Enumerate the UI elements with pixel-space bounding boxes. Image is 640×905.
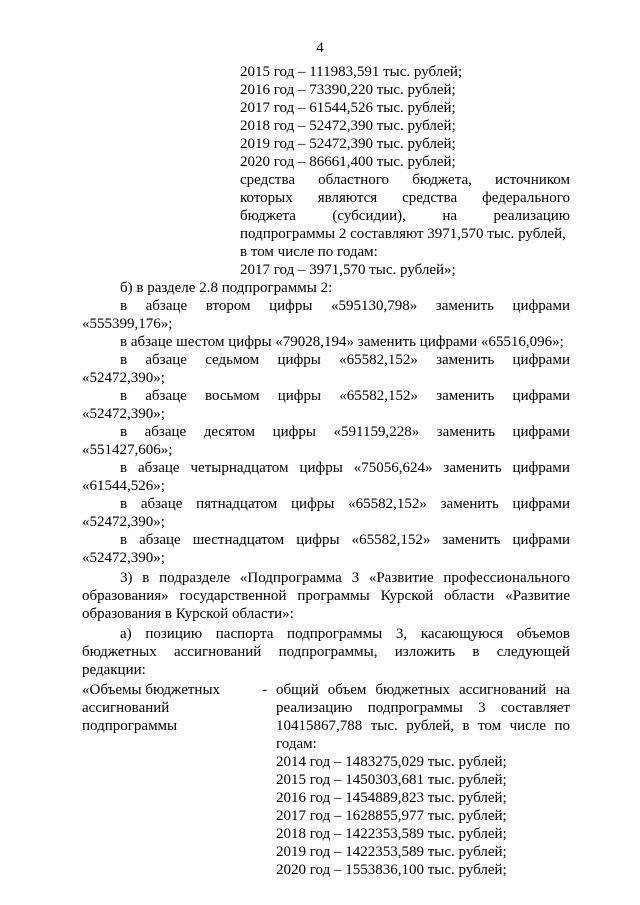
passport-label: ассигнований [82,700,170,716]
passport-value-line: годам: [276,736,317,752]
passport-value-line: 10415867,788 тыс. рублей, в том числе по [276,718,570,734]
section-b-heading: б) в разделе 2.8 подпрограммы 2: [120,280,333,296]
year-line: 2016 год – 73390,220 тыс. рублей; [240,82,456,98]
amendment-line: в абзаце седьмом цифры «65582,152» заменить цифрами [120,352,570,368]
passport-label: «Объемы бюджетных [82,682,221,698]
year-line: 2015 год – 111983,591 тыс. рублей; [240,64,463,80]
passport-value-line: реализацию подпрограммы 3 составляет [276,700,570,716]
amendment-line: в абзаце четырнадцатом цифры «75056,624» заменить цифрами [120,460,570,476]
amendment-cont: «555399,176»; [82,316,173,332]
passport-year-line: 2019 год – 1422353,589 тыс. рублей; [276,844,507,860]
federal-funds-line: в том числе по годам: [240,244,378,260]
section-3-line: 3) в подразделе «Подпрограмма 3 «Развитие профессионального [120,570,570,586]
passport-year-line: 2015 год – 1450303,681 тыс. рублей; [276,772,507,788]
year-line: 2019 год – 52472,390 тыс. рублей; [240,136,456,152]
federal-funds-line: бюджета (субсидии), на реализацию [240,208,570,224]
amendment-line: в абзаце десятом цифры «591159,228» заменить цифрами [120,424,570,440]
passport-label: подпрограммы [82,718,178,734]
amendment-line: в абзаце восьмом цифры «65582,152» заменить цифрами [120,388,570,404]
amendment-line: в абзаце шестнадцатом цифры «65582,152» заменить цифрами [120,532,570,548]
passport-year-line: 2014 год – 1483275,029 тыс. рублей; [276,754,507,770]
amendment-cont: «52472,390»; [82,370,165,386]
federal-funds-line: средства областного бюджета, источником [240,172,570,188]
passport-dash: - [262,682,267,698]
federal-funds-line: подпрограммы 2 составляют 3971,570 тыс. рублей, [240,226,566,242]
passport-year-line: 2017 год – 1628855,977 тыс. рублей; [276,808,507,824]
amendment-cont: «52472,390»; [82,514,165,530]
year-line: 2020 год – 86661,400 тыс. рублей; [240,154,456,170]
passport-value-line: общий объем бюджетных ассигнований на [276,682,570,698]
amendment-line: в абзаце втором цифры «595130,798» заменить цифрами [120,298,570,314]
passport-year-line: 2018 год – 1422353,589 тыс. рублей; [276,826,507,842]
amendment-cont: «52472,390»; [82,406,165,422]
section-3-line: образования» государственной программы Курской области «Развитие [82,588,570,604]
amendment-cont: «61544,526»; [82,478,165,494]
section-a-line: а) позицию паспорта подпрограммы 3, касающуюся объемов [120,626,570,642]
federal-funds-line: которых являются средства федерального [240,190,570,206]
page-number: 4 [316,40,324,56]
amendment-line: в абзаце шестом цифры «79028,194» заменить цифрами «65516,096»; [120,334,564,350]
year-line: 2018 год – 52472,390 тыс. рублей; [240,118,456,134]
passport-year-line: 2016 год – 1454889,823 тыс. рублей; [276,790,507,806]
passport-year-line: 2020 год – 1553836,100 тыс. рублей; [276,862,507,878]
section-a-line: бюджетных ассигнований подпрограммы, изложить в следующей [82,644,570,660]
section-a-line: редакции: [82,662,146,678]
amendment-line: в абзаце пятнадцатом цифры «65582,152» заменить цифрами [120,496,570,512]
section-3-line: образования в Курской области»: [82,606,294,622]
amendment-cont: «551427,606»; [82,442,173,458]
year-line: 2017 год – 61544,526 тыс. рублей; [240,100,456,116]
federal-funds-line: 2017 год – 3971,570 тыс. рублей»; [240,262,456,278]
amendment-cont: «52472,390»; [82,550,165,566]
